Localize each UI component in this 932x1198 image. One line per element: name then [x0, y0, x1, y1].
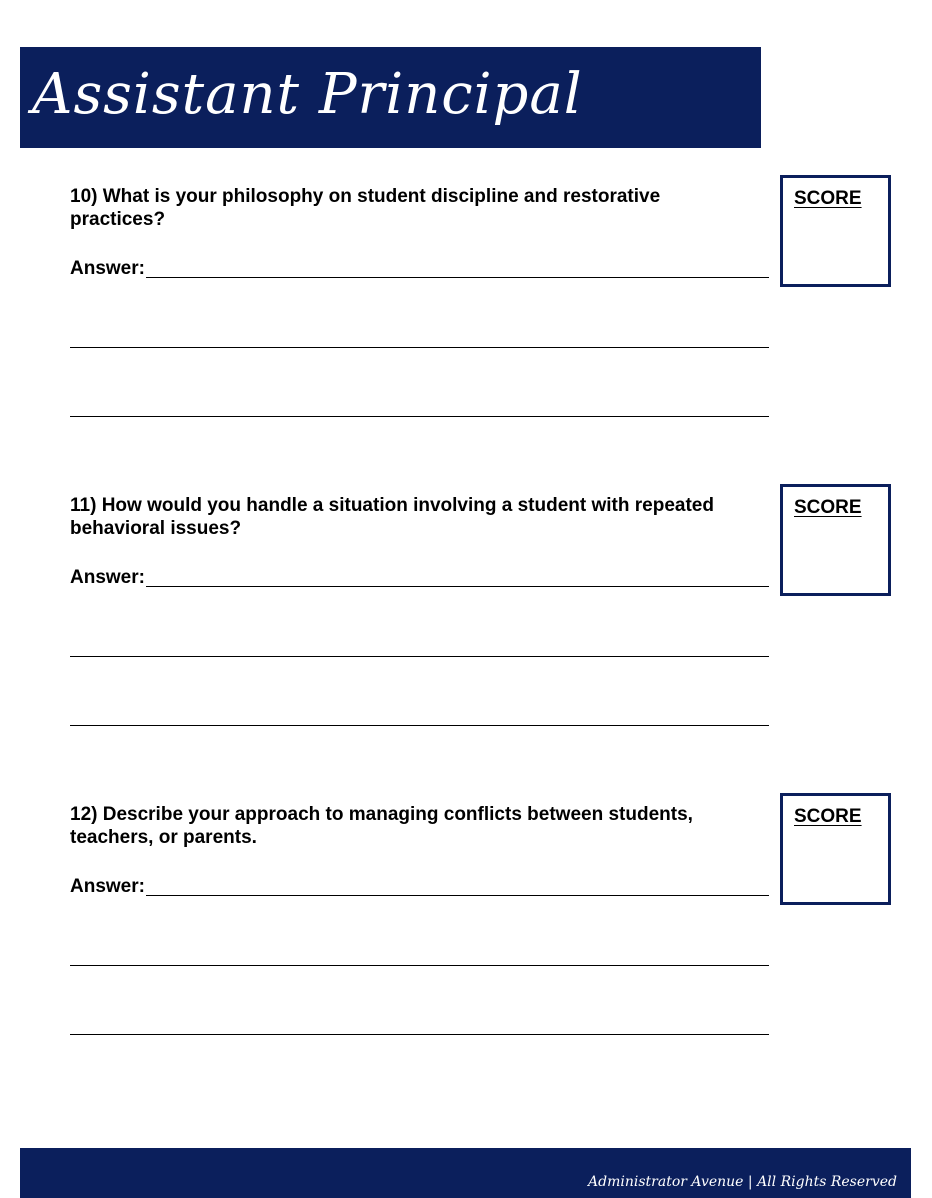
answer-line[interactable]: [146, 895, 769, 896]
answer-line[interactable]: [70, 656, 769, 657]
answer-line[interactable]: [146, 277, 769, 278]
question-block-11: [0, 484, 932, 744]
score-box[interactable]: [780, 793, 891, 905]
answer-label: Answer:: [70, 876, 145, 897]
answer-label: Answer:: [70, 258, 145, 279]
question-block-12: [0, 793, 932, 1053]
score-label: SCORE: [794, 806, 862, 827]
answer-line[interactable]: [70, 1034, 769, 1035]
footer-band: [20, 1148, 911, 1198]
header-banner: [20, 47, 761, 148]
footer-copyright: Administrator Avenue | All Rights Reserved: [588, 1174, 897, 1190]
question-text: 12) Describe your approach to managing conflicts between students, teachers, or parents.: [70, 804, 693, 848]
page-title: Assistant Principal: [32, 62, 583, 127]
score-box[interactable]: [780, 484, 891, 596]
score-box[interactable]: [780, 175, 891, 287]
answer-line[interactable]: [70, 965, 769, 966]
answer-label: Answer:: [70, 567, 145, 588]
score-label: SCORE: [794, 497, 862, 518]
score-label: SCORE: [794, 188, 862, 209]
question-text: 11) How would you handle a situation involving a student with repeated behavioral issues?: [70, 495, 714, 539]
answer-line[interactable]: [70, 347, 769, 348]
answer-line[interactable]: [70, 416, 769, 417]
answer-line[interactable]: [70, 725, 769, 726]
question-text: 10) What is your philosophy on student discipline and restorative practices?: [70, 186, 661, 230]
answer-line[interactable]: [146, 586, 769, 587]
question-block-10: [0, 175, 932, 435]
